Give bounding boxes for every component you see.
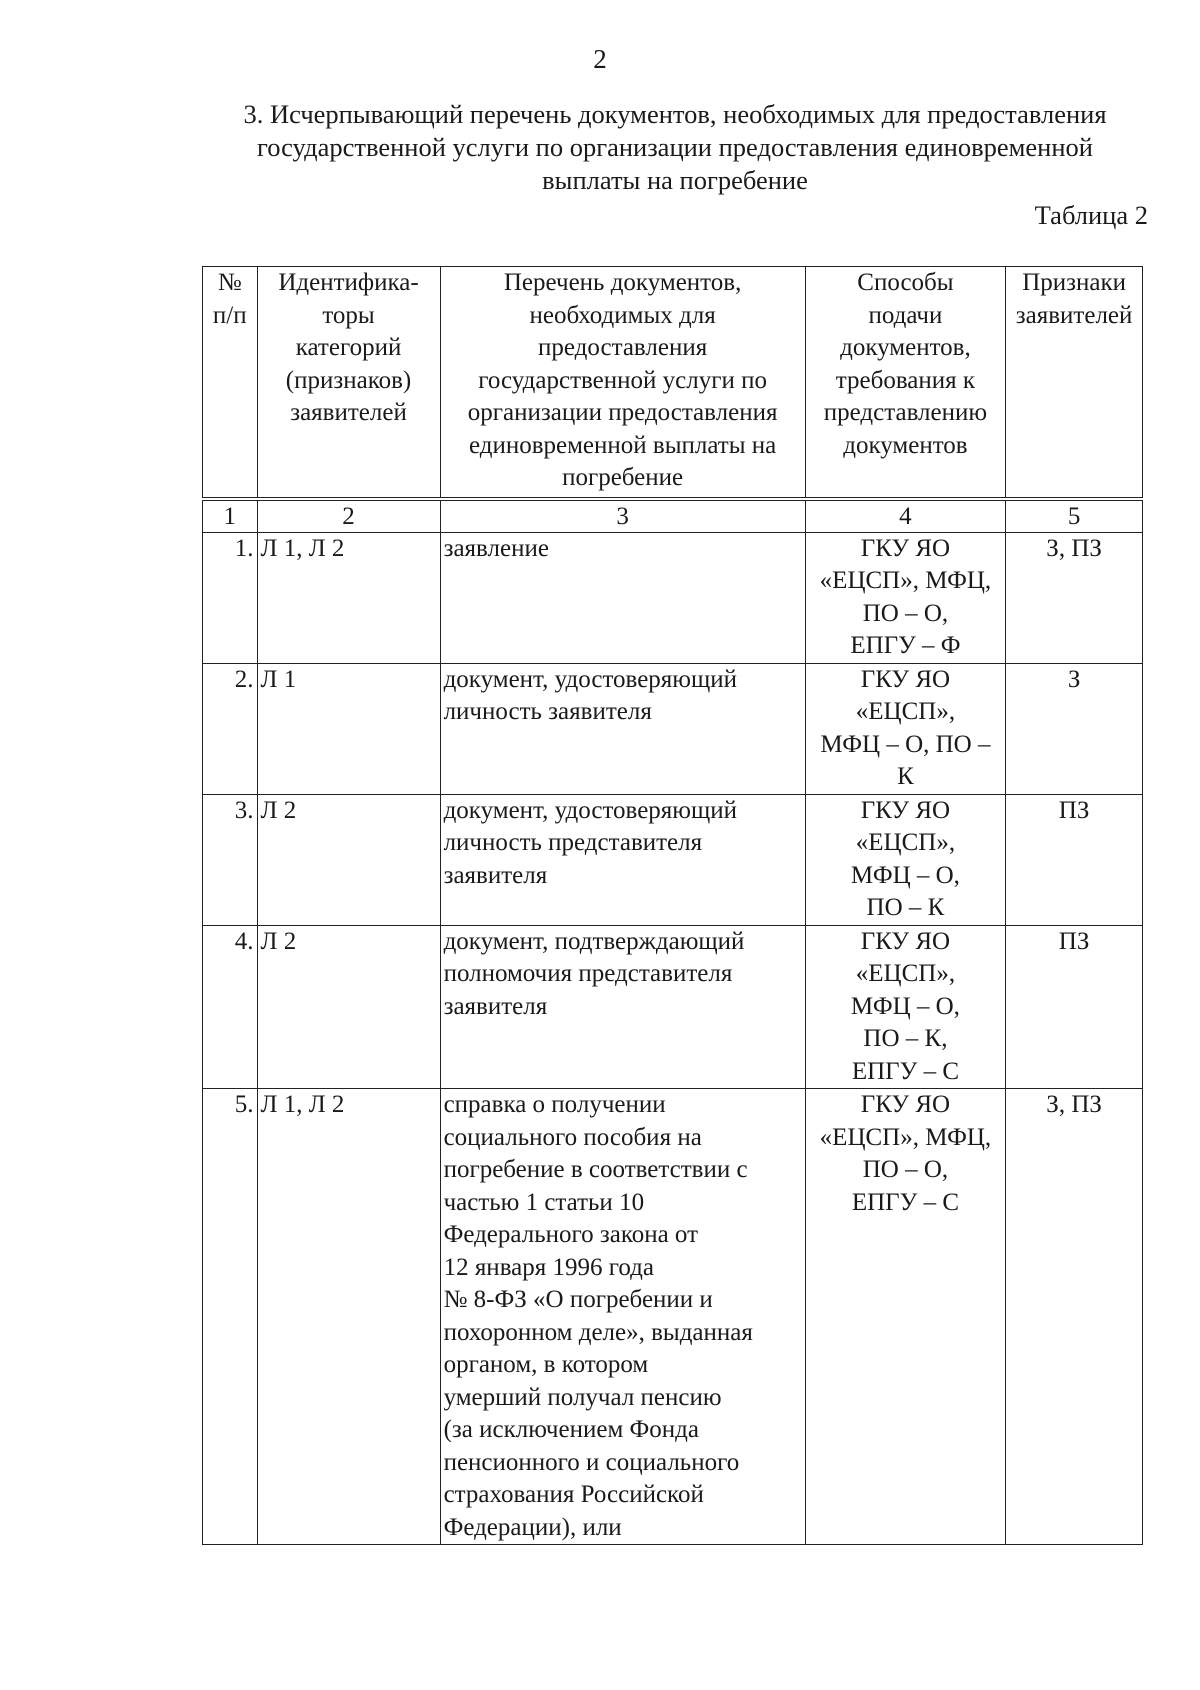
- document-line: № 8-ФЗ «О погребении и: [443, 1286, 713, 1313]
- column-numbers-row: [203, 499, 1143, 533]
- column-number: 1: [203, 499, 258, 533]
- column-number: 4: [805, 499, 1006, 533]
- row-number: 3.: [203, 794, 258, 925]
- method-line: ГКУ ЯО: [860, 665, 951, 693]
- document-line: пенсионного и социального: [443, 1448, 740, 1476]
- row-identifiers: Л 2: [257, 794, 440, 925]
- heading-line: государственной услуги по организации предоставления единовременной: [257, 132, 1093, 162]
- header-line: Идентифика-: [278, 269, 419, 296]
- header-line: Перечень документов,: [503, 269, 742, 296]
- document-line: органом, в котором: [443, 1351, 649, 1378]
- document-line: заявление: [443, 534, 549, 562]
- header-line: заявителей: [1015, 301, 1133, 329]
- document-line: социального пособия на: [443, 1123, 702, 1151]
- row-signs: З, ПЗ: [1006, 532, 1143, 663]
- header-line: необходимых для: [529, 301, 716, 329]
- header-line: организации предоставления: [467, 399, 778, 426]
- row-identifiers: Л 1, Л 2: [257, 532, 440, 663]
- row-method: [805, 925, 1006, 1089]
- row-document: [440, 1089, 805, 1545]
- header-line: категорий: [295, 334, 402, 361]
- column-number: 3: [440, 499, 805, 533]
- method-line: ПО – К,: [863, 1025, 948, 1052]
- row-document: [440, 794, 805, 925]
- method-line: К: [897, 763, 914, 790]
- row-number: 1.: [203, 532, 258, 663]
- method-line: «ЕЦСП»,: [855, 698, 956, 725]
- document-line: документ, удостоверяющий: [443, 796, 737, 824]
- method-line: МФЦ – О,: [850, 861, 960, 889]
- header-line: заявителей: [290, 399, 407, 426]
- document-line: (за исключением Фонда: [443, 1416, 699, 1443]
- document-line: Федерального закона от: [443, 1221, 699, 1248]
- method-line: «ЕЦСП», МФЦ,: [819, 1123, 992, 1151]
- document-line: страхования Российской: [443, 1481, 704, 1508]
- row-identifiers: Л 2: [257, 925, 440, 1089]
- table-row: [203, 532, 1143, 663]
- table-row: [203, 1089, 1143, 1545]
- header-line: подачи: [868, 301, 943, 329]
- document-line: заявителя: [443, 861, 548, 889]
- row-method: [805, 1089, 1006, 1545]
- row-document: [440, 532, 805, 663]
- header-line: документов: [843, 431, 968, 459]
- document-line: похоронном деле», выданная: [443, 1318, 753, 1346]
- table-row: [203, 925, 1143, 1089]
- method-line: ЕПГУ – С: [851, 1057, 959, 1085]
- row-identifiers: Л 1: [257, 663, 440, 794]
- method-line: ГКУ ЯО: [860, 796, 951, 824]
- document-line: заявителя: [443, 992, 548, 1020]
- document-line: документ, подтверждающий: [443, 927, 745, 955]
- section-heading: [190, 98, 1160, 197]
- row-method: [805, 663, 1006, 794]
- row-document: [440, 663, 805, 794]
- header-cell-identifiers: [257, 267, 440, 499]
- document-line: личность представителя: [443, 829, 703, 856]
- method-line: ЕПГУ – С: [851, 1188, 959, 1216]
- header-cell-number: [203, 267, 258, 499]
- header-line: представлению: [823, 399, 988, 426]
- row-number: 2.: [203, 663, 258, 794]
- method-line: МФЦ – О, ПО –: [820, 730, 991, 758]
- method-line: ГКУ ЯО: [860, 1091, 951, 1118]
- page-number: 2: [593, 44, 607, 74]
- row-signs: З: [1006, 663, 1143, 794]
- document-line: личность заявителя: [443, 698, 652, 725]
- column-number: 5: [1006, 499, 1143, 533]
- header-cell-documents: [440, 267, 805, 499]
- row-method: [805, 532, 1006, 663]
- header-line: №: [217, 269, 242, 296]
- method-line: ГКУ ЯО: [860, 534, 951, 562]
- column-number: 2: [257, 499, 440, 533]
- document-line: документ, удостоверяющий: [443, 665, 737, 693]
- row-number: 4.: [203, 925, 258, 1089]
- document-line: 12 января 1996 года: [443, 1253, 654, 1281]
- table-caption: Таблица 2: [1034, 200, 1148, 230]
- table-header-row: [203, 267, 1143, 499]
- table-row: [203, 663, 1143, 794]
- document-line: справка о получении: [443, 1091, 666, 1118]
- header-line: погребение: [562, 464, 684, 491]
- header-cell-signs: [1006, 267, 1143, 499]
- row-identifiers: Л 1, Л 2: [257, 1089, 440, 1545]
- heading-line: 3. Исчерпывающий перечень документов, необходимых для предоставления: [243, 99, 1107, 129]
- header-line: (признаков): [285, 366, 412, 394]
- row-signs: ПЗ: [1006, 925, 1143, 1089]
- method-line: ГКУ ЯО: [860, 927, 951, 955]
- header-line: Способы: [857, 269, 954, 296]
- heading-line: выплаты на погребение: [542, 165, 808, 195]
- row-signs: З, ПЗ: [1006, 1089, 1143, 1545]
- method-line: ПО – К: [866, 894, 945, 921]
- document-line: полномочия представителя: [443, 960, 733, 987]
- document-line: умерший получал пенсию: [443, 1383, 722, 1411]
- document-line: погребение в соответствии с: [443, 1156, 748, 1183]
- header-line: п/п: [212, 301, 247, 329]
- method-line: ПО – О,: [862, 599, 949, 627]
- row-signs: ПЗ: [1006, 794, 1143, 925]
- document-line: частью 1 статьи 10: [443, 1188, 645, 1216]
- header-line: Признаки: [1022, 269, 1126, 296]
- header-line: торы: [322, 301, 375, 329]
- method-line: «ЕЦСП»,: [855, 960, 956, 987]
- header-line: документов,: [840, 334, 971, 361]
- method-line: «ЕЦСП», МФЦ,: [819, 567, 992, 594]
- header-line: требования к: [835, 366, 976, 394]
- method-line: ЕПГУ – Ф: [850, 632, 961, 659]
- documents-table: [202, 266, 1143, 1545]
- method-line: «ЕЦСП»,: [855, 829, 956, 856]
- table-row: [203, 794, 1143, 925]
- document-line: Федерации), или: [443, 1513, 622, 1541]
- header-line: государственной услуги по: [478, 366, 767, 394]
- header-cell-methods: [805, 267, 1006, 499]
- header-line: предоставления: [538, 334, 708, 361]
- row-method: [805, 794, 1006, 925]
- header-line: единовременной выплаты на: [468, 431, 777, 459]
- method-line: ПО – О,: [862, 1156, 949, 1183]
- row-document: [440, 925, 805, 1089]
- row-number: 5.: [203, 1089, 258, 1545]
- method-line: МФЦ – О,: [850, 992, 960, 1020]
